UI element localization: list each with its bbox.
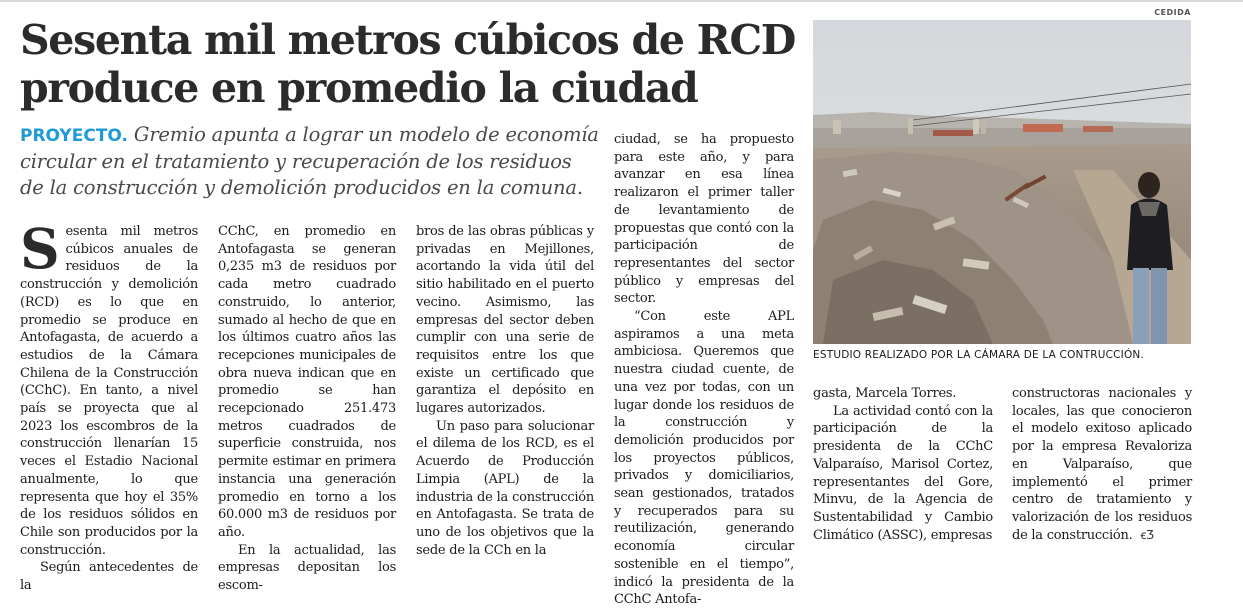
- end-of-article-mark: ꞓƷ: [1140, 527, 1154, 542]
- photo-caption: ESTUDIO REALIZADO POR LA CÁMARA DE LA CONTRUCCIÓN.: [813, 349, 1145, 361]
- photo-credit: CEDIDA: [1154, 8, 1191, 17]
- body-paragraph: constructoras nacionales y locales, las que conocieron el modelo exitoso aplicado por la empresa Revaloriza en Valparaíso, que implementó el primer centro de tratamiento y valorización de los residuos de la construcción. ꞓƷ: [1012, 386, 1192, 543]
- article-photo: [813, 20, 1191, 344]
- lead-text: Gremio apunta a lograr un modelo de economía circular en el tratamiento y recuperación de los residuos de la construcción y demolición producidos en la comuna.: [20, 123, 599, 199]
- lead-paragraph: [20, 122, 600, 201]
- drop-cap: S: [20, 216, 60, 281]
- body-column-6: [1012, 385, 1192, 544]
- body-paragraph: En la actualidad, las empresas depositan los escom-: [218, 542, 396, 594]
- body-paragraph: bros de las obras públicas y privadas en Mejillones, acortando la vida útil del sitio habilitado en el puerto vecino. Asimismo, las empresas del sector deben cumplir con una serie de requisitos entre los que existe un certificado que garantiza el depósito en lugares autorizados.: [416, 224, 594, 417]
- body-column-3: [416, 223, 594, 559]
- debris-landscape-illustration: [813, 20, 1191, 344]
- body-paragraph: Sesenta mil metros cúbicos anuales de residuos de la construcción y demolición (RCD) es lo que en promedio se produce en Antofagasta, de acuerdo a estudios de la Cámara Chilena de la Construcción (CChC). En tanto, a nivel país se proyecta que al 2023 los escombros de la construcción llenarían 15 veces el Estadio Nacional anualmente, lo que representa que hoy el 35% de los residuos sólidos en Chile son producidos por la construcción.: [20, 216, 198, 558]
- body-column-4: [614, 131, 794, 609]
- headline: Sesenta mil metros cúbicos de RCD produce en promedio la ciudad: [20, 16, 796, 112]
- body-paragraph: gasta, Marcela Torres.: [813, 386, 957, 401]
- top-rule: [0, 0, 1243, 2]
- body-paragraph: Según antecedentes de la: [20, 560, 198, 594]
- body-paragraph: CChC, en promedio en Antofagasta se generan 0,235 m3 de residuos por cada metro cuadrado construido, lo anterior, sumado al hecho de que en los últimos cuatro años las recepciones municipales de obra nueva indican que en promedio se han recepcionado 251.473 metros cuadrados de superficie construida, nos permite estimar en primera instancia una generación promedio en torno a los 60.000 m3 de residuos por año.: [218, 224, 396, 540]
- body-paragraph: ciudad, se ha propuesto para este año, y para avanzar en esa línea realizaron el primer taller de levantamiento de propuestas que contó con la participación de representantes del sector público y empresas del sector.: [614, 132, 794, 307]
- body-column-2: [218, 223, 396, 595]
- body-paragraph: Un paso para solucionar el dilema de los RCD, es el Acuerdo de Producción Limpia (APL) de la industria de la construcción en Antofagasta. Se trata de uno de los objetivos que la sede de la CCh en la: [416, 418, 594, 558]
- body-column-1: [20, 216, 198, 595]
- body-paragraph: La actividad contó con la participación de la presidenta de la CChC Valparaíso, Marisol Cortez, representantes del Gore, Minvu, de la Agencia de Sustentabilidad y Cambio Climático (ASSC), empresas: [813, 403, 993, 543]
- kicker-label: PROYECTO.: [20, 126, 128, 146]
- body-column-5: [813, 385, 993, 544]
- body-paragraph: “Con este APL aspiramos a una meta ambiciosa. Queremos que nuestra ciudad cuente, de una vez por todas, con un lugar donde los residuos de la construcción y demolición producidos por los proyectos públicos, privados y domiciliarios, sean gestionados, tratados y recuperados para su reutilización, generando economía circular sostenible en el tiempo”, indicó la presidenta de la CChC Antofa-: [614, 309, 794, 608]
